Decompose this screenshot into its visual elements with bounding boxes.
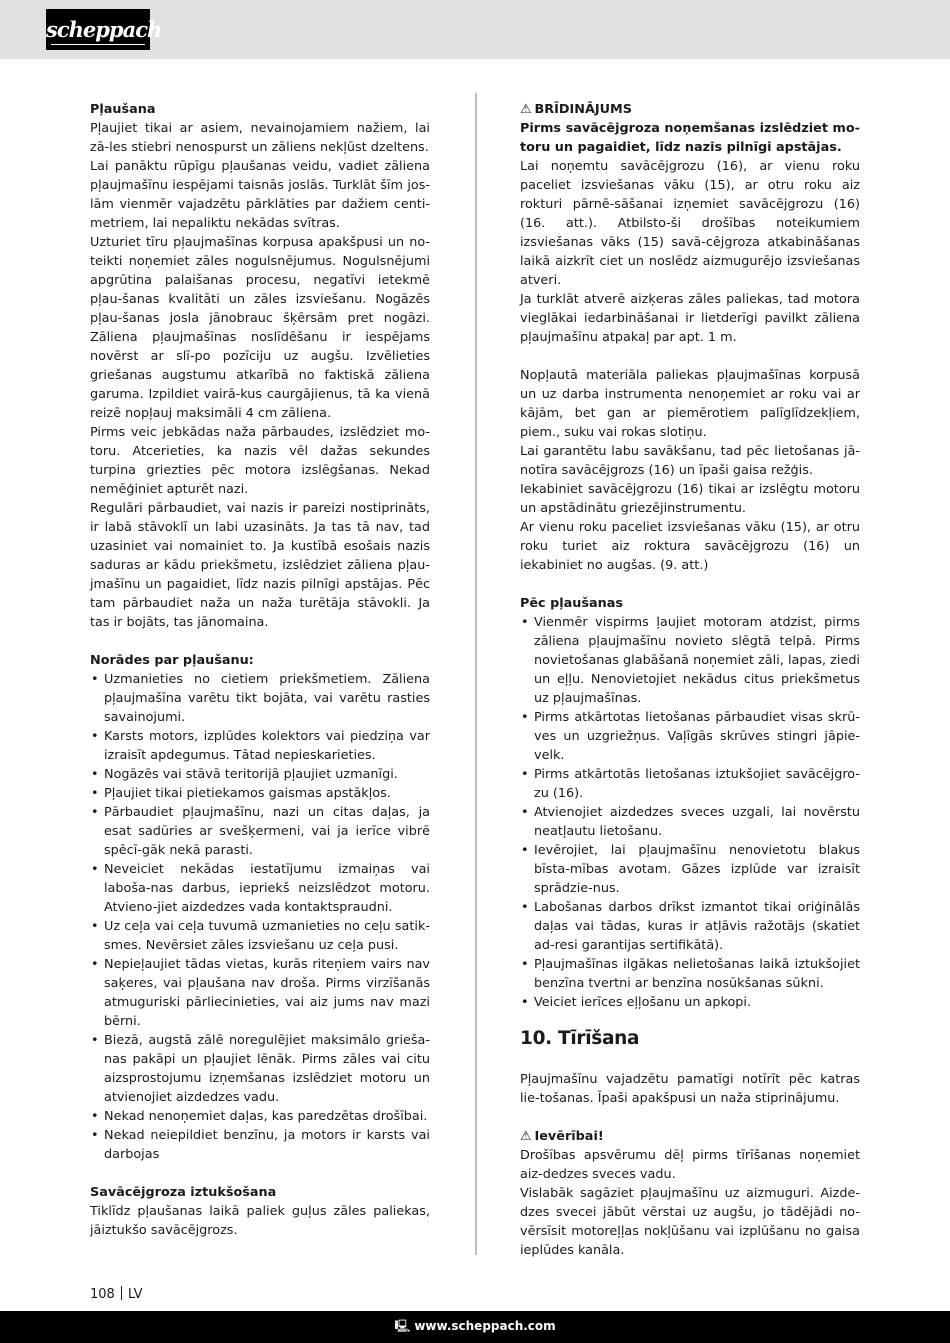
page-number bbox=[90, 1286, 143, 1304]
list-item: • Pārbaudiet pļaujmašīnu, nazi un citas daļas, ja esat sadūries ar svešķermeni, vai ja ierīce vibrē spēcī-gāk nekā parasti. bbox=[90, 803, 430, 860]
section-title-cleaning: 10. Tīrīšana bbox=[520, 1028, 640, 1049]
paragraph: Lai garantētu labu savākšanu, tad pēc lietošanas jā-notīra savācējgrozs (16) un īpaši gaisa režģis. bbox=[520, 444, 860, 478]
paragraph: Pļaujmašīnu vajadzētu pamatīgi notīrīt pēc katras lie-tošanas. Īpaši apakšpusi un naža stiprinājumu. bbox=[520, 1072, 860, 1106]
list-item: • Labošanas darbos drīkst izmantot tikai oriģinālās daļas vai tādas, kuras ir atļāvis ražotājs (skatiet ad-resi garantijas sertifikātā). bbox=[520, 898, 860, 955]
brand-logo: scheppach bbox=[46, 9, 150, 50]
list-item: • Vienmēr vispirms ļaujiet motoram atdzist, pirms zāliena pļaujmašīnu novieto slēgtā telpā. Pirms novietošanas glabāšanā noņemiet zāli, lapas, ziedi un eļļu. Nenovietojiet nekādus citus priekšmetus uz pļaujmašīnas. bbox=[520, 613, 860, 708]
list-item: • Pļaujmašīnas ilgākas nelietošanas laikā iztukšojiet benzīna tvertni ar benzīna nosūkšanas sūkni. bbox=[520, 955, 860, 993]
list-item: • Biezā, augstā zālē noregulējiet maksimālo grieša-nas pakāpi un pļaujiet lēnāk. Pirms zāles vai citu aizsprostojumu izņemšanas izslēdziet motoru un atvienojiet aizdedzes vadu. bbox=[90, 1031, 430, 1107]
list-item: • Nekad neiepildiet benzīnu, ja motors ir karsts vai darbojas bbox=[90, 1126, 430, 1164]
warning-heading bbox=[520, 100, 860, 119]
separator bbox=[121, 1286, 122, 1300]
warning-icon: ⚠ bbox=[520, 1129, 532, 1144]
heading-emptying: Savācējgroza iztukšošana bbox=[90, 1185, 277, 1200]
left-column bbox=[90, 100, 430, 1240]
heading-tips: Norādes par pļaušanu: bbox=[90, 653, 254, 668]
warning-title: BRĪDINĀJUMS bbox=[534, 102, 632, 117]
paragraph: Pirms veic jebkādas naža pārbaudes, izslēdziet mo-toru. Atcerieties, ka nazis vēl dažas sekundes turpina griezties pēc motora izslēgšanas. Nekad nemēģiniet apturēt nazi. bbox=[90, 425, 430, 497]
warning-bold-text: Pirms savācējgroza noņemšanas izslēdziet mo-toru un pagaidiet, līdz nazis pilnīgi apstājas. bbox=[520, 121, 860, 155]
paragraph: Tiklīdz pļaušanas laikā paliek guļus zāles paliekas, jāiztukšo savācējgrozs. bbox=[90, 1204, 430, 1238]
footer-bar bbox=[0, 1311, 950, 1343]
list-item: • Uzmanieties no cietiem priekšmetiem. Zāliena pļaujmašīna varētu tikt bojāta, vai varētu rasties savainojumi. bbox=[90, 670, 430, 727]
header-bar bbox=[0, 0, 950, 59]
paragraph: Lai panāktu rūpīgu pļaušanas veidu, vadiet zāliena pļaujmašīnu iespējami taisnās joslās. Turklāt šīm jos-lām vienmēr vajadzētu pārklāties par dažiem centi-metriem, lai nepaliktu nekādas svītras. bbox=[90, 159, 430, 231]
paragraph: Nopļautā materiāla paliekas pļaujmašīnas korpusā un uz darba instrumenta nenoņemiet ar roku vai ar kājām, bet gan ar piemērotiem palīglīdzekļiem, piem., suku vai rokas slotiņu. bbox=[520, 368, 860, 440]
list-item: • Nogāzēs vai stāvā teritorijā pļaujiet uzmanīgi. bbox=[90, 765, 430, 784]
paragraph: Drošības apsvērumu dēļ pirms tīrīšanas noņemiet aiz-dedzes sveces vadu. bbox=[520, 1148, 860, 1182]
language-code: LV bbox=[127, 1287, 143, 1302]
attention-title: Ievērībai! bbox=[534, 1129, 604, 1144]
heading-after-mowing: Pēc pļaušanas bbox=[520, 596, 624, 611]
list-item: • Uz ceļa vai ceļa tuvumā uzmanieties no ceļu satik-smes. Nevērsiet zāles izsviešanu uz ceļa pusi. bbox=[90, 917, 430, 955]
list-item: • Nepieļaujiet tādas vietas, kurās riteņiem vairs nav saķeres, vai pļaušana nav droša. Pirms virzīšanās atmuguriski pārliecinieties, vai aiz jums nav mazi bērni. bbox=[90, 955, 430, 1031]
list-item: • Neveiciet nekādas iestatījumu izmaiņas vai laboša-nas darbus, iepriekš neizslēdzot motoru. Atvieno-jiet aizdedzes vada kontaktspraudni. bbox=[90, 860, 430, 917]
after-mowing-list bbox=[520, 613, 860, 1012]
paragraph: Pļaujiet tikai ar asiem, nevainojamiem nažiem, lai zā-les stiebri nenospurst un zāliens nekļūst dzeltens. bbox=[90, 121, 430, 155]
list-item: • Nekad nenoņemiet daļas, kas paredzētas drošībai. bbox=[90, 1107, 430, 1126]
list-item: • Karsts motors, izplūdes kolektors vai piedziņa var izraisīt apdegumus. Tātad nepieskarieties. bbox=[90, 727, 430, 765]
paragraph: Ja turklāt atverē aizķeras zāles paliekas, tad motora vieglākai iedarbināšanai ir lietderīgi pavilkt zāliena pļaujmašīnu atpakaļ par apt. 1 m. bbox=[520, 292, 860, 345]
heading-mowing: Pļaušana bbox=[90, 102, 156, 117]
monitor-icon: 🖳 bbox=[394, 1319, 411, 1333]
list-item: • Pirms atkārtotas lietošanas pārbaudiet visas skrū-ves un uzgriežņus. Vaļīgās skrūves stingri jāpie-velk. bbox=[520, 708, 860, 765]
list-item: • Ievērojiet, lai pļaujmašīnu nenovietotu blakus bīsta-mības avotam. Gāzes izplūde var izraisīt sprādzie-nus. bbox=[520, 841, 860, 898]
warning-icon: ⚠ bbox=[520, 102, 532, 117]
attention-heading bbox=[520, 1127, 860, 1146]
paragraph: Lai noņemtu savācējgrozu (16), ar vienu roku paceliet izsviešanas vāku (15), ar otru roku aiz rokturi pārnē-sāšanai izņemiet savācējgrozu (16) (16. att.). Atbilsto-ši drošības noteikumiem izsviešanas vāks (15) savā-cējgroza atkabināšanas laikā aizkrīt ciet un noslēdz aizmugurējo izsviešanas atveri. bbox=[520, 159, 860, 288]
right-column bbox=[520, 100, 860, 1260]
list-item: • Veiciet ierīces eļļošanu un apkopi. bbox=[520, 993, 860, 1012]
paragraph: Iekabiniet savācējgrozu (16) tikai ar izslēgtu motoru un apstādinātu griezējinstrumentu. bbox=[520, 482, 860, 516]
page-number-value: 108 bbox=[90, 1287, 115, 1302]
paragraph: Vislabāk sagāziet pļaujmašīnu uz aizmuguri. Aizde-dzes svecei jābūt vērstai uz augšu, jo tādējādi no-vērsīsit motoreļļas nokļūšanu vai izplūšanu no gaisa ieplūdes kanāla. bbox=[520, 1186, 860, 1258]
column-divider bbox=[475, 93, 477, 1255]
list-item: • Pļaujiet tikai pietiekamos gaismas apstākļos. bbox=[90, 784, 430, 803]
list-item: • Pirms atkārtotās lietošanas iztukšojiet savācējgro-zu (16). bbox=[520, 765, 860, 803]
paragraph: Uzturiet tīru pļaujmašīnas korpusa apakšpusi un no-teikti noņemiet zāles nogulsnējumus. Nogulsnējumi apgrūtina palaišanas procesu, negatīvi ietekmē pļau-šanas kvalitāti un zāles izsviešanu. Nogāzēs pļau-šanas josla jānobrauc šķērsām pret nogāzi. Zāliena pļaujmašīnas noslīdēšanu ir iespējams novērst ar slī-po pozīciju uz augšu. Izvēlieties griešanas augstumu atkarībā no faktiskā zāliena garuma. Izpildiet vairā-kus caurgājienus, tā ka vienā reizē nopļauj maksimāli 4 cm zāliena. bbox=[90, 235, 430, 421]
website-link[interactable]: www.scheppach.com bbox=[414, 1319, 556, 1333]
tips-list bbox=[90, 670, 430, 1164]
list-item: • Atvienojiet aizdedzes sveces uzgali, lai novērstu neatļautu lietošanu. bbox=[520, 803, 860, 841]
paragraph: Regulāri pārbaudiet, vai nazis ir pareizi nostiprināts, ir labā stāvoklī un labi uzasināts. Ja tas tā nav, tad uzasiniet vai nomainiet to. Ja kustībā esošais nazis saduras ar kādu priekšmetu, izslēdziet zāliena pļau-jmašīnu un pagaidiet, līdz nazis pilnīgi apstājas. Pēc tam pārbaudiet naža un naža turētāja stāvokli. Ja tas ir bojāts, tas jānomaina. bbox=[90, 501, 430, 630]
paragraph: Ar vienu roku paceliet izsviešanas vāku (15), ar otru roku turiet aiz roktura savācējgrozu (16) un iekabiniet no augšas. (9. att.) bbox=[520, 520, 860, 573]
